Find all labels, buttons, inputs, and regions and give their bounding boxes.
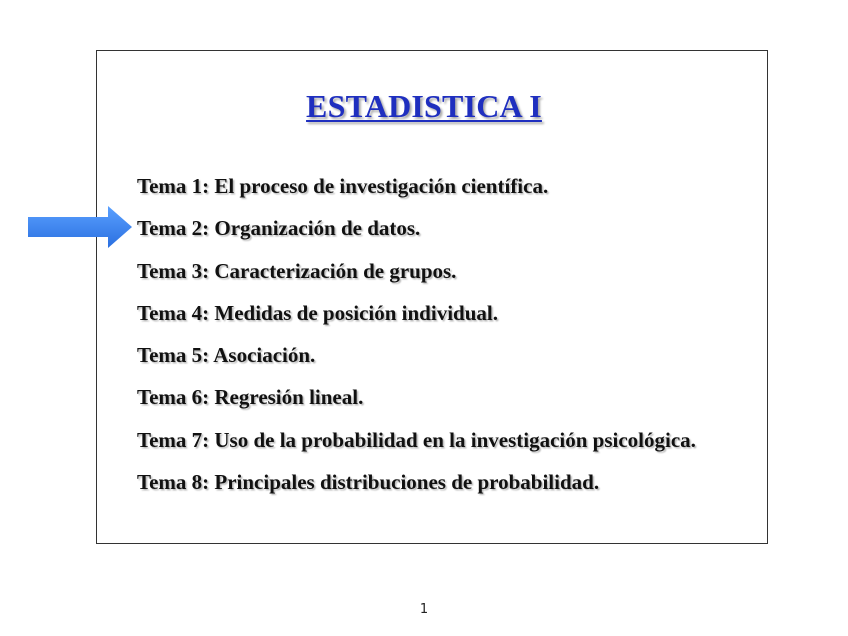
page-number: 1 bbox=[419, 602, 429, 617]
topic-item: Tema 6: Regresión lineal. bbox=[137, 385, 364, 410]
topic-item-current: Tema 2: Organización de datos. bbox=[137, 216, 421, 241]
topic-list bbox=[137, 170, 696, 508]
topic-item: Tema 5: Asociación. bbox=[137, 343, 316, 368]
slide-title: ESTADISTICA I bbox=[306, 88, 542, 124]
topic-item: Tema 4: Medidas de posición individual. bbox=[137, 300, 498, 325]
topic-item: Tema 7: Uso de la probabilidad en la investigación psicológica. bbox=[137, 427, 696, 452]
topic-item: Tema 3: Caracterización de grupos. bbox=[137, 258, 457, 283]
topic-item: Tema 1: El proceso de investigación científica. bbox=[137, 174, 549, 198]
arrow-right-icon bbox=[28, 206, 132, 248]
topic-item: Tema 8: Principales distribuciones de probabilidad. bbox=[137, 470, 600, 495]
